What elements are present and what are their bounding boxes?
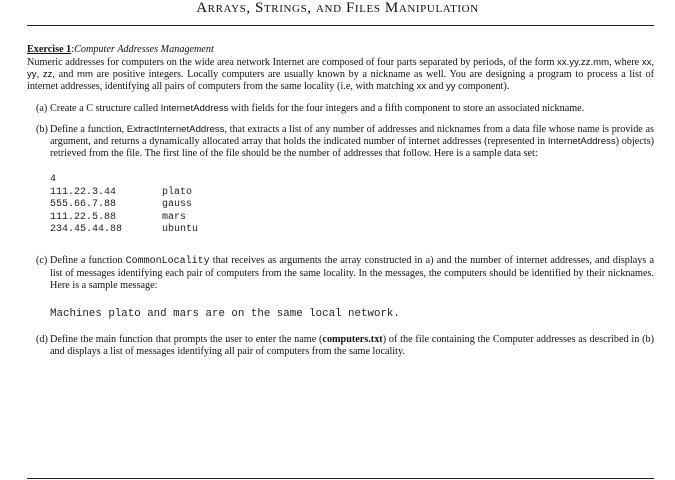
item-a	[27, 103, 654, 115]
exercise-separator: :	[71, 44, 75, 55]
item-text-part: , that extracts a list of any number of addresses and nicknames from a data file whose name is provide as argument, and returns a dynamically allocated array that holds the indicated number of internet addresses (represented in	[50, 124, 654, 147]
item-text-part: with fields for the four integers and a fifth component to store an associated nickname.	[228, 103, 585, 114]
sample-row	[50, 199, 654, 212]
sample-nickname: ubuntu	[162, 224, 199, 235]
struct-name: InternetAddress	[160, 103, 229, 114]
field-xx: xx	[641, 57, 652, 68]
sample-address: 234.45.44.88	[50, 224, 123, 235]
item-b	[27, 124, 654, 237]
intro-text: and	[426, 81, 446, 92]
item-text-part: Define the main function that prompts the user to enter the name (	[50, 333, 323, 345]
item-marker: (d)	[36, 333, 48, 345]
intro-text: ,	[36, 69, 43, 80]
exercise-label: Exercise 1	[27, 44, 72, 55]
field-yy: yy	[27, 69, 37, 80]
address-form: xx.yy.zz.mm	[557, 57, 610, 68]
item-text-part: ) of the file containing the Computer addresses as described in (b) and displays a list of messages identifying all pair of computers from the same locality.	[50, 333, 654, 357]
sample-row	[50, 224, 654, 237]
exercise-section	[27, 44, 654, 358]
top-rule	[27, 25, 654, 26]
field-zz: zz	[42, 69, 53, 80]
sample-address: 555.66.7.88	[50, 199, 117, 210]
item-text	[50, 334, 654, 358]
item-marker: (b)	[36, 124, 48, 135]
field-xx: xx	[416, 81, 427, 92]
intro-text: , where	[609, 57, 642, 68]
sample-address: 111.22.3.44	[50, 186, 117, 198]
sample-nickname: mars	[162, 211, 187, 223]
sample-data-block	[50, 174, 654, 237]
item-text-part: that receives as arguments the array constructed in a) and the number of internet addresses, and displays a list of messages identifying each pair of computers from the same locality. In the messages, the computers should be identified by their nicknames. Here is a sample message:	[50, 254, 654, 291]
sample-address: 111.22.5.88	[50, 211, 117, 223]
item-marker: (c)	[36, 254, 48, 266]
sample-count: 4	[50, 174, 57, 185]
exercise-title: Computer Addresses Management	[74, 44, 214, 55]
exercise-intro	[27, 57, 654, 93]
item-text-part: ) objects) retrieved from the file. The first line of the file should be the number of addresses that follow. Here is a sample data set:	[50, 136, 654, 159]
intro-text: component).	[455, 81, 510, 92]
struct-name: InternetAddress	[547, 136, 616, 147]
item-text	[50, 124, 654, 160]
sample-nickname: gauss	[162, 199, 193, 210]
intro-text: are positive integers. Locally computers are usually known by a nickname as well. You are designing a program to process a list of internet addresses, identifying all pairs of computers from the same locality (i.e, with matching	[27, 69, 654, 92]
exercise-heading	[27, 44, 654, 56]
item-text-part: Define a function	[50, 254, 126, 266]
intro-text: ,	[651, 57, 654, 68]
page-title: Arrays, Strings, and Files Manipulation	[196, 0, 479, 16]
item-text-part: Define a function,	[50, 124, 127, 135]
item-text-part: Create a C structure called	[50, 103, 161, 114]
sample-row	[50, 187, 654, 200]
function-name: ExtractInternetAddress	[126, 124, 225, 135]
file-name: computers.txt	[322, 333, 383, 345]
item-d	[27, 334, 654, 358]
field-yy: yy	[445, 81, 456, 92]
field-mm: mm	[77, 69, 93, 80]
item-c	[27, 255, 654, 320]
sample-row	[50, 212, 654, 225]
function-name: CommonLocality	[125, 255, 210, 267]
intro-text: Numeric addresses for computers on the wide area network Internet are composed of four parts separated by periods, of the form	[27, 57, 558, 68]
item-marker: (a)	[36, 103, 48, 114]
intro-text: , and	[52, 69, 77, 80]
item-text	[50, 255, 654, 292]
bottom-rule	[27, 478, 654, 479]
item-text	[50, 103, 654, 115]
sample-nickname: plato	[162, 186, 193, 198]
sample-message: Machines plato and mars are on the same local network.	[50, 307, 400, 320]
